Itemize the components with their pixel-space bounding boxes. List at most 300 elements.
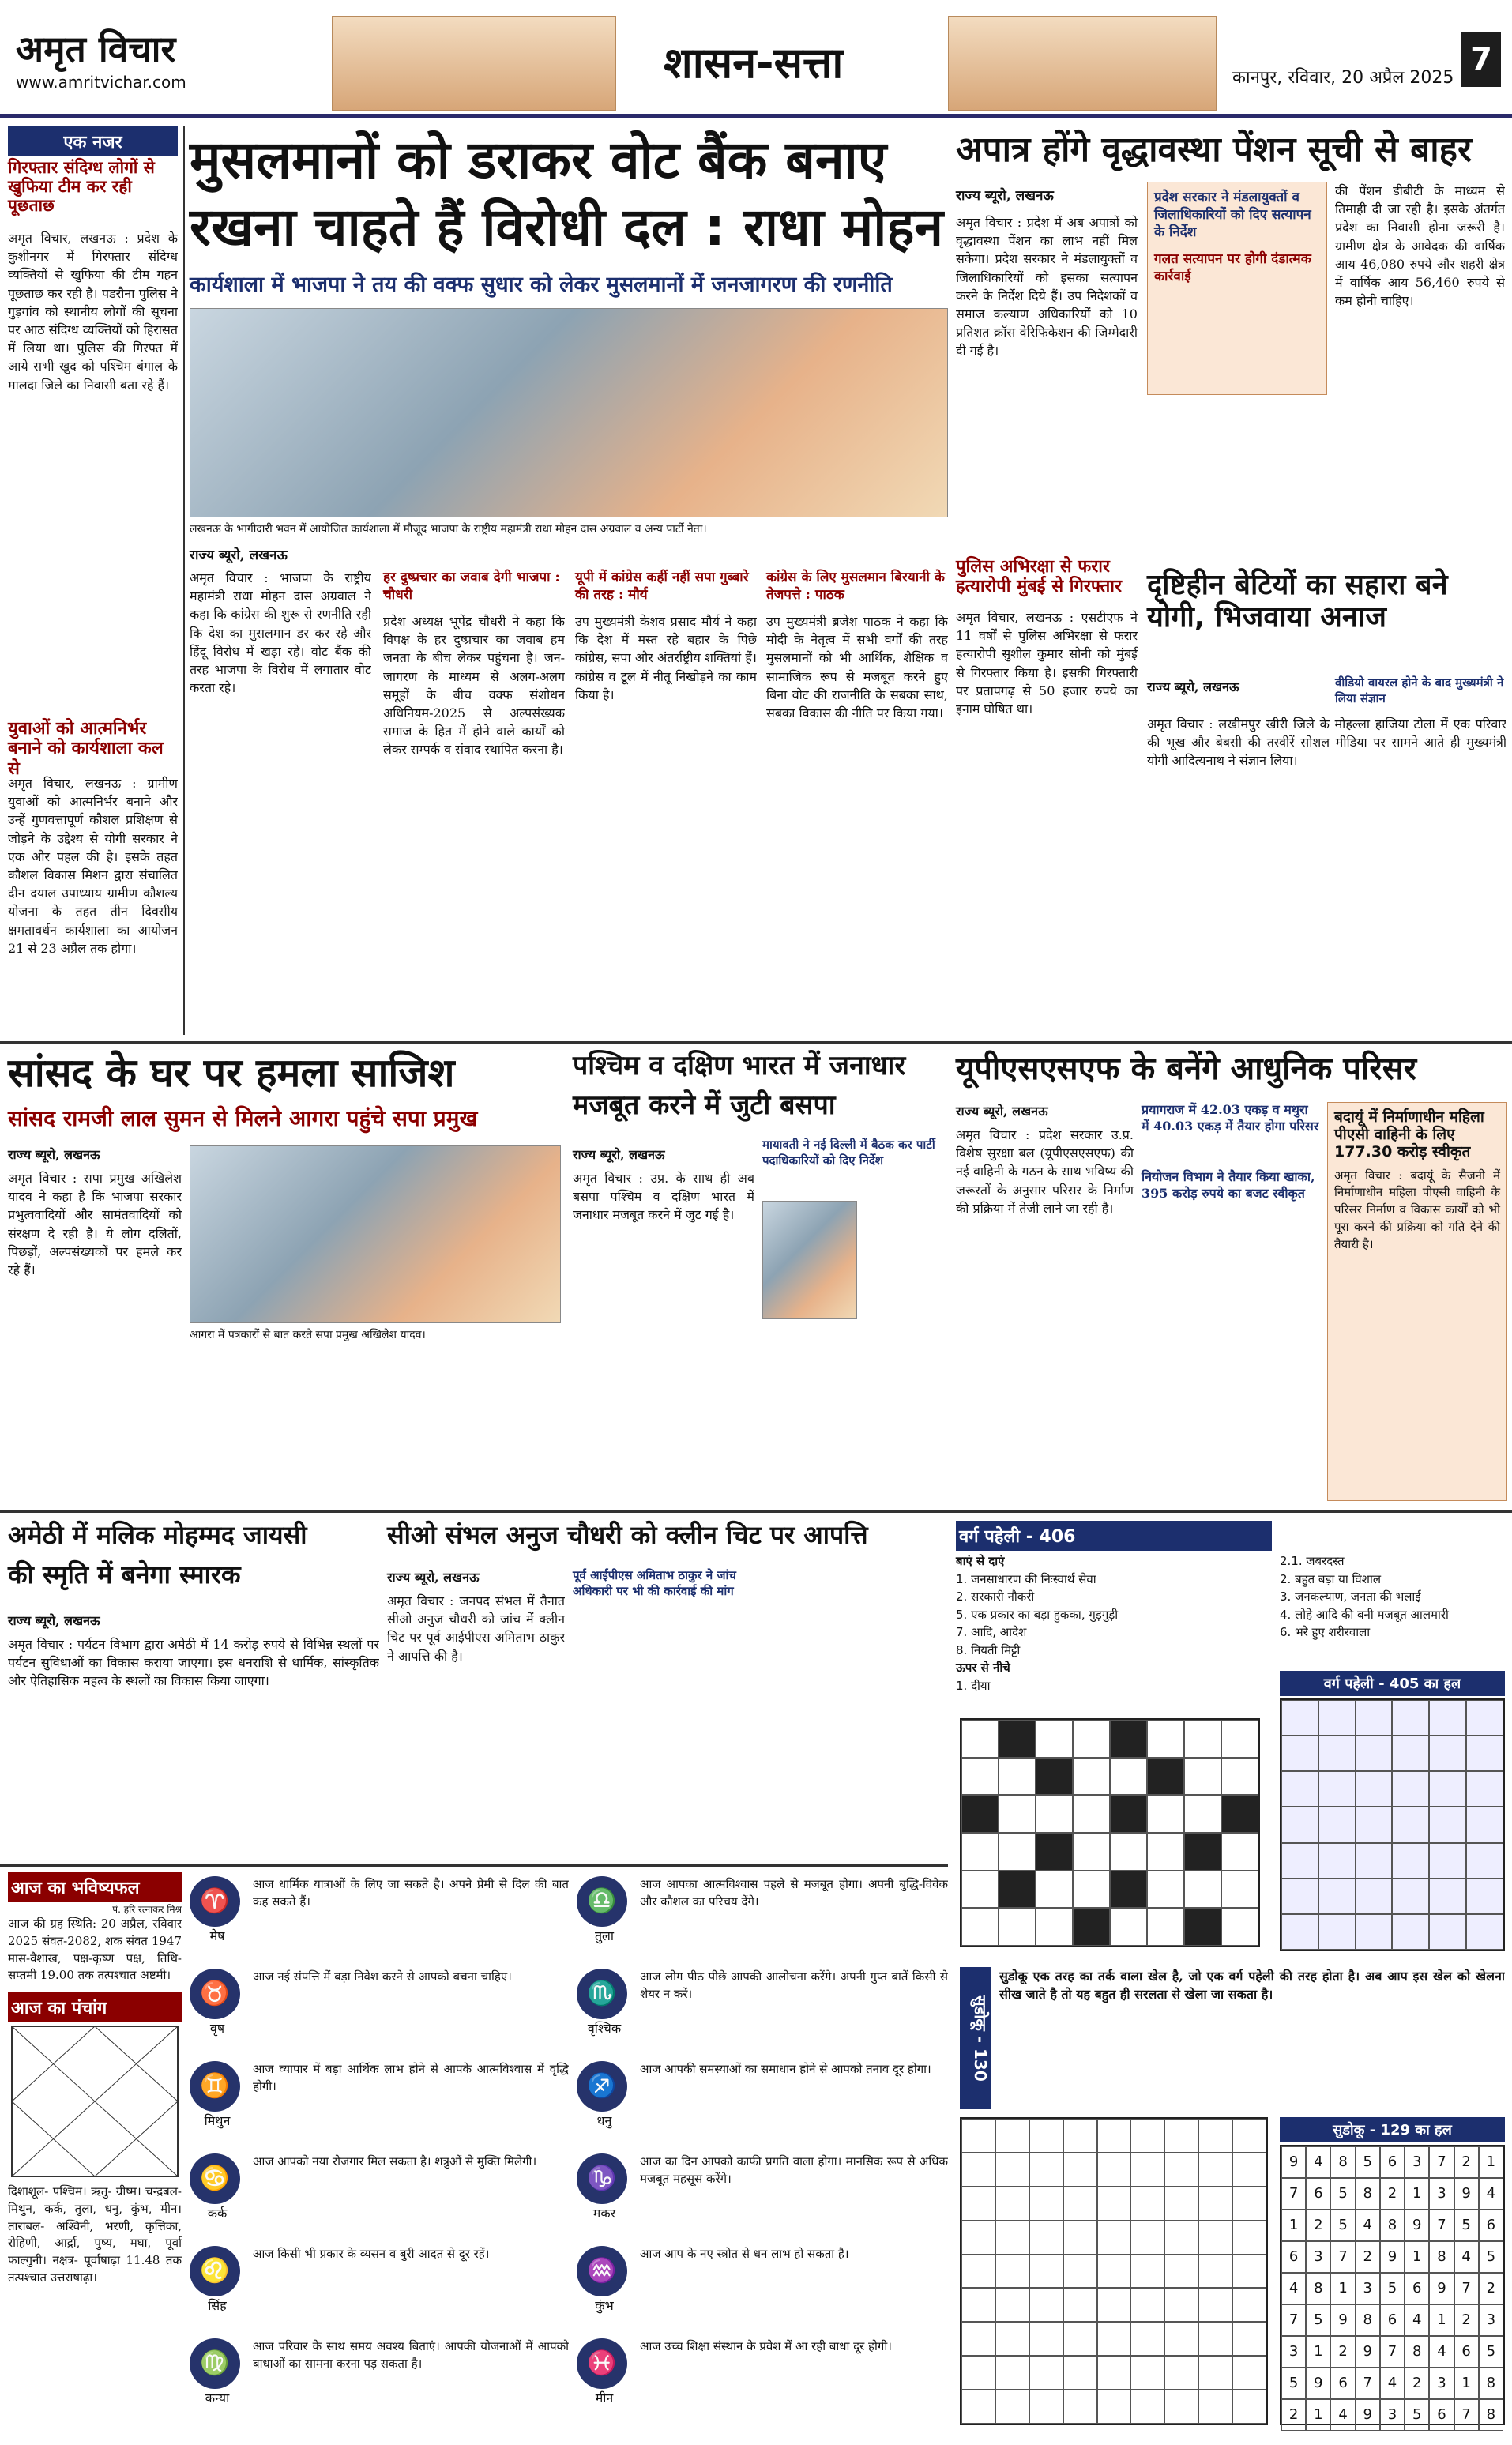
sudoku-answer-cell: 4: [1380, 2368, 1405, 2399]
lead-photo-caption: लखनऊ के भागीदारी भवन में आयोजित कार्यशाला में मौजूद भाजपा के राष्ट्रीय महामंत्री राधा मोहन दास अग्रवाल व अन्य पार्टी नेता।: [190, 523, 707, 536]
crossword-clue: 1. दीया: [956, 1678, 991, 1693]
sudoku-answer-title: सुडोकू - 129 का हल: [1280, 2117, 1505, 2142]
sudoku-answer-cell: 7: [1429, 2146, 1454, 2178]
lead-headline-line1: मुसलमानों को डराकर वोट बैंक बनाए: [190, 130, 887, 190]
sudoku-answer-cell: 8: [1356, 2304, 1380, 2336]
sudoku-cell[interactable]: [1063, 2255, 1097, 2289]
crossword-clue: 8. नियती मिट्टी: [956, 1642, 1021, 1657]
crossword-answer-cell: [1281, 1843, 1318, 1879]
sudoku-answer-cell: 8: [1306, 2273, 1330, 2304]
bsp-portrait: [762, 1201, 857, 1319]
crossword-answer-cell: [1356, 1843, 1393, 1879]
lead-headline-line2: रखना चाहते हैं विरोधी दल : राधा मोहन: [190, 197, 944, 258]
horoscope-text: आज किसी भी प्रकार के व्यसन व बुरी आदत से दूर रहें।: [253, 2247, 490, 2261]
sudoku-answer-cell: 2: [1306, 2210, 1330, 2241]
sudoku-cell[interactable]: [1029, 2119, 1063, 2153]
sudoku-cell[interactable]: [1097, 2153, 1131, 2187]
sudoku-cell[interactable]: [1029, 2288, 1063, 2322]
sidebar-tag: एक नजर: [8, 126, 178, 156]
zodiac-sign-name: मकर: [592, 2206, 616, 2221]
crossword-answer-cell: [1429, 1771, 1466, 1807]
sudoku-cell[interactable]: [1130, 2221, 1164, 2255]
sudoku-cell[interactable]: [1063, 2322, 1097, 2356]
horoscope-author: पं. हरि रत्नाकर मिश्र: [112, 1904, 182, 1915]
sudoku-cell[interactable]: [1029, 2322, 1063, 2356]
horoscope-entry: [190, 1876, 569, 1967]
horoscope-entry: [190, 2246, 569, 2337]
lead-body-col3: उप मुख्यमंत्री केशव प्रसाद मौर्य ने कहा कि देश में मस्त रहे बहार के पिछे कांग्रेस, सपा और अंतर्राष्ट्रीय शक्तियां हैं। कांग्रेस व टूल में नीतू निखोड़ने का काम किया है।: [575, 614, 757, 702]
amethi-headline-line2: की स्मृति में बनेगा स्मारक: [8, 1559, 241, 1589]
horoscope-text: आज व्यापार में बड़ा आर्थिक लाभ होने से आपके आत्मविश्वास में वृद्धि होगी।: [253, 2062, 569, 2093]
lead-photo: [190, 308, 948, 517]
sudoku-cell[interactable]: [1232, 2356, 1266, 2390]
upsssf-sidebox: [1327, 1102, 1507, 1501]
sudoku-cell[interactable]: [1232, 2322, 1266, 2356]
zodiac-sign-name: वृश्चिक: [587, 2021, 622, 2036]
sudoku-cell[interactable]: [1198, 2255, 1232, 2289]
sudoku-cell[interactable]: [1164, 2356, 1198, 2390]
horoscope-text: आज का दिन आपको काफी प्रगति वाला होगा। मानसिक रूप से अधिक मजबूत महसूस करेंगे।: [640, 2154, 948, 2186]
sudoku-answer-cell: 5: [1330, 2210, 1355, 2241]
lead-byline: राज्य ब्यूरो, लखनऊ: [190, 547, 288, 563]
lead-subhead2: यूपी में कांग्रेस कहीं नहीं सपा गुब्बारे की तरह : मौर्य: [575, 570, 749, 604]
crossword-clue: 2.1. जबरदस्त: [1280, 1554, 1345, 1568]
sudoku-answer-cell: 9: [1356, 2336, 1380, 2368]
sudoku-cell[interactable]: [1232, 2255, 1266, 2289]
horoscope-text: आज आपका आत्मविश्वास पहले से मजबूत होगा। अपनी बुद्धि-विवेक और कौशल का परिचय देंगे।: [640, 1877, 948, 1909]
crossword-clue: 5. एक प्रकार का बड़ा हुकका, गुड़गुड़ी: [956, 1607, 1119, 1622]
sudoku-answer-cell: 6: [1479, 2210, 1503, 2241]
sudoku-cell[interactable]: [961, 2390, 995, 2424]
sudoku-cell[interactable]: [1164, 2322, 1198, 2356]
sudoku-answer-cell: 4: [1281, 2273, 1306, 2304]
horoscope-text: आज आपको नया रोजगार मिल सकता है। शत्रुओं से मुक्ति मिलेगी।: [253, 2154, 537, 2169]
crossword-answer-cell: [1466, 1914, 1503, 1950]
crossword-answer-cell: [1392, 1807, 1429, 1842]
zodiac-icon: ♌: [190, 2246, 240, 2296]
zodiac-icon: ♊: [190, 2061, 240, 2112]
sudoku-answer-cell: 7: [1454, 2399, 1479, 2431]
crossword-answer-cell: [1356, 1879, 1393, 1914]
crossword-answer-title: वर्ग पहेली - 405 का हल: [1280, 1671, 1505, 1696]
sudoku-cell[interactable]: [1164, 2119, 1198, 2153]
upsssf-byline: राज्य ब्यूरो, लखनऊ: [956, 1104, 1048, 1119]
pension-box-title: प्रदेश सरकार ने मंडलायुक्तों व जिलाधिकारियों को दिए सत्यापन के निर्देश: [1154, 190, 1311, 241]
sudoku-cell[interactable]: [1130, 2390, 1164, 2424]
sudoku-cell[interactable]: [961, 2221, 995, 2255]
police-headline: पुलिस अभिरक्षा से फरार हत्यारोपी मुंबई से गिरफ्तार: [956, 557, 1122, 597]
panchang-details: दिशाशूल- पश्चिम। ऋतु- ग्रीष्म। चन्द्रबल- मिथुन, कर्क, तुला, धनु, कुंभ, मीन। ताराबल- अश्विनी, भरणी, कृत्तिका, रोहिणी, आर्द्रा, पुष्य, मघा, पूर्वा फाल्गुनी। नक्षत्र- पूर्वाषाढ़ा 11.48 तक तत्पश्चात उत्तराषाढ़ा।: [8, 2184, 182, 2285]
sudoku-answer-cell: 5: [1281, 2368, 1306, 2399]
upsssf-tag1: प्रयागराज में 42.03 एकड़ व मथुरा में 40.03 एकड़ में तैयार होगा परिसर: [1142, 1102, 1319, 1134]
crossword-answer-cell: [1281, 1914, 1318, 1950]
sudoku-answer-cell: 4: [1429, 2336, 1454, 2368]
sudoku-cell[interactable]: [1130, 2153, 1164, 2187]
dateline: कानपुर, रविवार, 20 अप्रैल 2025: [1232, 68, 1454, 88]
sudoku-answer-cell: 6: [1380, 2146, 1405, 2178]
crossword-clue: 4. लोहे आदि की बनी मजबूत आलमारी: [1280, 1607, 1449, 1622]
zodiac-icon: ♋: [190, 2153, 240, 2204]
crossword-title: वर्ग पहेली - 406: [956, 1521, 1272, 1551]
horoscope-entry: [190, 2153, 569, 2244]
crossword-answer-cell: [1429, 1700, 1466, 1736]
sudoku-answer-cell: 1: [1479, 2146, 1503, 2178]
sudoku-cell[interactable]: [1029, 2187, 1063, 2221]
crossword-answer-cell: [1318, 1914, 1356, 1950]
sudoku-answer-cell: 3: [1380, 2399, 1405, 2431]
sudoku-cell[interactable]: [1164, 2153, 1198, 2187]
bsp-body: अमृत विचार : उप्र. के साथ ही अब बसपा पश्चिम व दक्षिण भारत में जनाधार मजबूत करने में जुट गई है।: [573, 1171, 754, 1223]
sudoku-answer-cell: 5: [1380, 2273, 1405, 2304]
bsp-headline-line1: पश्चिम व दक्षिण भारत में जनाधार: [573, 1050, 906, 1081]
horoscope-text: आज नई संपत्ति में बड़ा निवेश करने से आपको बचना चाहिए।: [253, 1969, 512, 1984]
bsp-byline: राज्य ब्यूरो, लखनऊ: [573, 1147, 665, 1162]
sudoku-cell[interactable]: [1232, 2119, 1266, 2153]
crossword-answer-cell: [1392, 1914, 1429, 1950]
sudoku-cell[interactable]: [1198, 2119, 1232, 2153]
sudoku-answer-cell: 6: [1405, 2273, 1429, 2304]
sudoku-cell[interactable]: [1164, 2187, 1198, 2221]
sudoku-answer-cell: 1: [1429, 2304, 1454, 2336]
horoscope-entry: [577, 2338, 948, 2429]
sudoku-answer-cell: 1: [1405, 2178, 1429, 2210]
zodiac-icon-group: [577, 2338, 632, 2429]
zodiac-sign-name: सिंह: [208, 2298, 227, 2313]
sudoku-cell[interactable]: [1164, 2390, 1198, 2424]
sudoku-answer-cell: 2: [1479, 2273, 1503, 2304]
sambhal-byline: राज्य ब्यूरो, लखनऊ: [387, 1570, 480, 1585]
sambhal-body: अमृत विचार : जनपद संभल में तैनात सीओ अनुज चौधरी को जांच में क्लीन चिट पर पूर्व आईपीएस अमिताभ ठाकुर ने आपत्ति की है।: [387, 1593, 565, 1664]
sudoku-answer-cell: 1: [1306, 2399, 1330, 2431]
sudoku-cell[interactable]: [1063, 2221, 1097, 2255]
crossword-answer-cell: [1466, 1807, 1503, 1842]
sudoku-banner: सुडोकू - 130: [960, 1967, 991, 2109]
horoscope-text: आज आप के नए स्त्रोत से धन लाभ हो सकता है।: [640, 2247, 849, 2261]
mp-photo-caption: आगरा में पत्रकारों से बात करते सपा प्रमुख अखिलेश यादव।: [190, 1329, 426, 1341]
sudoku-answer-cell: 6: [1306, 2178, 1330, 2210]
crossword-answer-cell: [1392, 1771, 1429, 1807]
sudoku-answer-cell: 3: [1479, 2304, 1503, 2336]
sudoku-cell[interactable]: [1198, 2390, 1232, 2424]
crossword-answer-cell: [1318, 1771, 1356, 1807]
sudoku-answer-cell: 2: [1454, 2304, 1479, 2336]
crossword-answer-cell: [1429, 1736, 1466, 1771]
zodiac-sign-name: मीन: [595, 2390, 614, 2406]
sudoku-cell[interactable]: [1130, 2119, 1164, 2153]
crossword-answer-cell: [1281, 1879, 1318, 1914]
horoscope-entry: [577, 2061, 948, 2152]
horoscope-entry: [577, 2153, 948, 2244]
pension-body-col1: अमृत विचार : प्रदेश में अब अपात्रों को वृद्धावस्था पेंशन का लाभ नहीं मिल सकेगा। प्रदेश सरकार ने मंडलायुक्तों व जिलाधिकारियों को इसका सत्यापन करने के निर्देश दिये हैं। उप निदेशकों व समाज कल्याण अधिकारियों को 10 प्रतिशत क्रॉस वेरिफिकेशन की जिम्मेदारी दी गई है।: [956, 215, 1138, 359]
sudoku-cell[interactable]: [1063, 2153, 1097, 2187]
sudoku-cell[interactable]: [1198, 2288, 1232, 2322]
sudoku-answer-cell: 4: [1356, 2210, 1380, 2241]
sudoku-answer-cell: 7: [1429, 2210, 1454, 2241]
upsssf-side-headline: बदायूं में निर्माणाधीन महिला पीएसी वाहिनी के लिए 177.30 करोड़ स्वीकृत: [1334, 1108, 1484, 1160]
sudoku-cell[interactable]: [1097, 2221, 1131, 2255]
sudoku-cell[interactable]: [1097, 2322, 1131, 2356]
crossword-answer-cell: [1318, 1807, 1356, 1842]
sudoku-cell[interactable]: [961, 2255, 995, 2289]
sudoku-answer-cell: 9: [1356, 2399, 1380, 2431]
sudoku-answer-cell: 1: [1454, 2368, 1479, 2399]
crossword-answer-cell: [1318, 1700, 1356, 1736]
sambhal-tag: पूर्व आईपीएस अमिताभ ठाकुर ने जांच अधिकारी पर भी की कार्रवाई की मांग: [573, 1568, 736, 1598]
sudoku-cell[interactable]: [1097, 2390, 1131, 2424]
sudoku-cell[interactable]: [1198, 2153, 1232, 2187]
sudoku-answer-cell: 7: [1454, 2273, 1479, 2304]
sudoku-cell[interactable]: [995, 2153, 1029, 2187]
sudoku-answer-cell: 6: [1454, 2336, 1479, 2368]
pension-highlight-box: [1147, 182, 1327, 395]
sudoku-cell[interactable]: [1130, 2288, 1164, 2322]
sudoku-cell[interactable]: [995, 2255, 1029, 2289]
sudoku-answer-cell: 7: [1281, 2304, 1306, 2336]
amethi-body: अमृत विचार : पर्यटन विभाग द्वारा अमेठी में 14 करोड़ रुपये से विभिन्न स्थलों पर पर्यटन सुविधाओं का विकास कराया जाएगा। इस धनराशि से धार्मिक, सांस्कृतिक और ऐतिहासिक महत्व के स्थलों का विकास किया जाएगा।: [8, 1637, 379, 1689]
sudoku-answer-grid: [1280, 2145, 1505, 2425]
sudoku-cell[interactable]: [1029, 2390, 1063, 2424]
horoscope-title: आज का भविष्यफल: [8, 1872, 182, 1902]
sudoku-cell[interactable]: [1164, 2288, 1198, 2322]
sudoku-cell[interactable]: [1232, 2153, 1266, 2187]
sudoku-answer-cell: 9: [1454, 2178, 1479, 2210]
crossword-grid[interactable]: [960, 1718, 1260, 1947]
sudoku-answer-cell: 7: [1380, 2336, 1405, 2368]
horoscope-entry: [577, 1876, 948, 1967]
crossword-answer-cell: [1281, 1736, 1318, 1771]
sudoku-cell[interactable]: [961, 2119, 995, 2153]
sudoku-answer-cell: 9: [1306, 2368, 1330, 2399]
sudoku-cell[interactable]: [961, 2153, 995, 2187]
crossword-answer-cell: [1356, 1771, 1393, 1807]
sudoku-cell[interactable]: [1029, 2356, 1063, 2390]
lead-body-col1: अमृत विचार : भाजपा के राष्ट्रीय महामंत्री राधा मोहन दास अग्रवाल ने कहा कि कांग्रेस की शुरू से रणनीति रही कि देश का मुसलमान डर कर रहे और हिंदू विरोध में खड़ा रहे। वोट बैंक की तरह भाजपा के विरोध में लगातार वोट करता रहे।: [190, 570, 371, 696]
blind-headline: दृष्टिहीन बेटियों का सहारा बने योगी, भिजवाया अनाज: [1147, 569, 1448, 634]
upsssf-body: अमृत विचार : प्रदेश सरकार उ.प्र. विशेष सुरक्षा बल (यूपीएसएसएफ) की नई वाहिनी के गठन के साथ भविष्य की जरूरतों के अनुसार परिसर के निर्माण की प्रक्रिया में तेजी लाने जा रही है।: [956, 1127, 1134, 1216]
sudoku-answer-cell: 8: [1479, 2368, 1503, 2399]
zodiac-icon-group: [190, 2246, 245, 2337]
bsp-tag: मायावती ने नई दिल्ली में बैठक कर पार्टी पदाधिकारियों को दिए निर्देश: [762, 1138, 935, 1168]
section-rule-2: [0, 1510, 1512, 1513]
sudoku-answer-cell: 7: [1356, 2368, 1380, 2399]
sudoku-cell[interactable]: [1097, 2255, 1131, 2289]
sudoku-cell[interactable]: [1164, 2255, 1198, 2289]
sidebar-story1-headline: गिरफ्तार संदिग्ध लोगों से खुफिया टीम कर रही पूछताछ: [8, 158, 155, 216]
zodiac-icon-group: [190, 2153, 245, 2244]
sudoku-answer-cell: 1: [1306, 2336, 1330, 2368]
crossword-answer-cell: [1466, 1843, 1503, 1879]
crossword-answer-cell: [1318, 1879, 1356, 1914]
horoscope-entry: [190, 2061, 569, 2152]
horoscope-text: आज उच्च शिक्षा संस्थान के प्रवेश में आ रही बाधा दूर होगी।: [640, 2339, 892, 2353]
sambhal-headline: सीओ संभल अनुज चौधरी को क्लीन चिट पर आपत्ति: [387, 1520, 868, 1550]
sudoku-answer-cell: 4: [1330, 2399, 1355, 2431]
crossword-clue: 3. जनकल्याण, जनता की भलाई: [1280, 1589, 1421, 1604]
crossword-answer-cell: [1392, 1700, 1429, 1736]
zodiac-sign-name: कन्या: [205, 2390, 230, 2406]
zodiac-icon-group: [577, 1969, 632, 2059]
zodiac-sign-name: धनु: [596, 2113, 612, 2128]
mp-photo: [190, 1145, 561, 1323]
sudoku-puzzle-grid[interactable]: [960, 2117, 1268, 2425]
building-illustration-left: [332, 16, 616, 111]
crossword-answer-cell: [1281, 1807, 1318, 1842]
panchang-title: आज का पंचांग: [8, 1992, 182, 2022]
sudoku-answer-cell: 3: [1356, 2273, 1380, 2304]
sudoku-cell[interactable]: [1130, 2187, 1164, 2221]
sudoku-answer-cell: 8: [1356, 2178, 1380, 2210]
masthead-title: अमृत विचार: [16, 28, 176, 70]
upsssf-tag2: नियोजन विभाग ने तैयार किया खाका, 395 करोड़ रुपये का बजट स्वीकृत: [1142, 1169, 1315, 1201]
sudoku-answer-cell: 2: [1330, 2336, 1355, 2368]
horoscope-text: आज परिवार के साथ समय अवश्य बिताएं। आपकी योजनाओं में आपको बाधाओं का सामना करना पड़ सकता है।: [253, 2339, 569, 2371]
sudoku-cell[interactable]: [1097, 2356, 1131, 2390]
sudoku-cell[interactable]: [1198, 2356, 1232, 2390]
crossword-answer-cell: [1356, 1700, 1393, 1736]
sudoku-rules: सुडोकू एक तरह का तर्क वाला खेल है, जो एक वर्ग पहेली की तरह होता है। अब आप इस खेल को खेलना सीख जाते है तो यह बहुत ही सरलता से खेला जा सकता है।: [999, 1969, 1505, 2003]
sudoku-cell[interactable]: [961, 2322, 995, 2356]
sudoku-cell[interactable]: [1198, 2221, 1232, 2255]
crossword-clue: 6. भरे हुए शरीरवाला: [1280, 1625, 1371, 1639]
sudoku-answer-cell: 9: [1380, 2241, 1405, 2273]
sudoku-cell[interactable]: [1130, 2322, 1164, 2356]
crossword-answer-cell: [1466, 1771, 1503, 1807]
sudoku-cell[interactable]: [995, 2221, 1029, 2255]
sudoku-cell[interactable]: [995, 2288, 1029, 2322]
sudoku-cell[interactable]: [995, 2390, 1029, 2424]
crossword-answer-cell: [1356, 1914, 1393, 1950]
sudoku-answer-cell: 2: [1454, 2146, 1479, 2178]
sudoku-cell[interactable]: [961, 2356, 995, 2390]
zodiac-icon-group: [577, 2246, 632, 2337]
sudoku-answer-cell: 5: [1330, 2178, 1355, 2210]
section-rule-3: [0, 1864, 948, 1867]
upsssf-headline: यूपीएसएसएफ के बनेंगे आधुनिक परिसर: [956, 1051, 1417, 1087]
zodiac-sign-name: वृष: [209, 2021, 225, 2036]
horoscope-entry: [577, 1969, 948, 2059]
sidebar-story2-headline: युवाओं को आत्मनिर्भर बनाने को कार्यशाला कल से: [8, 719, 164, 779]
sudoku-answer-cell: 1: [1405, 2241, 1429, 2273]
masthead-url[interactable]: www.amritvichar.com: [16, 73, 186, 92]
sudoku-cell[interactable]: [1130, 2255, 1164, 2289]
sudoku-cell[interactable]: [1097, 2119, 1131, 2153]
sudoku-cell[interactable]: [1029, 2255, 1063, 2289]
sudoku-cell[interactable]: [1029, 2221, 1063, 2255]
sidebar-story1-body: अमृत विचार, लखनऊ : प्रदेश के कुशीनगर में गिरफ्तार संदिग्ध व्यक्तियों से खुफिया की टीम गहन पूछताछ कर रही है। पडरौना पुलिस ने गुड़गांव को स्थानीय लोगों की सूचना पर आठ संदिग्ध व्यक्तियों को हिरासत में लिया था। पुलिस की गिरफ्त में आये सभी खुद को पश्चिम बंगाल के मालदा जिले का निवासी बता रहे हैं।: [8, 231, 178, 393]
crossword-answer-cell: [1392, 1736, 1429, 1771]
sudoku-answer-cell: 8: [1479, 2399, 1503, 2431]
mp-byline: राज्य ब्यूरो, लखनऊ: [8, 1147, 100, 1162]
horoscope-panel: [8, 1872, 182, 2287]
sudoku-cell[interactable]: [1097, 2187, 1131, 2221]
sudoku-cell[interactable]: [1198, 2322, 1232, 2356]
sudoku-cell[interactable]: [1232, 2221, 1266, 2255]
sudoku-answer-cell: 3: [1306, 2241, 1330, 2273]
bsp-headline-line2: मजबूत करने में जुटी बसपा: [573, 1089, 836, 1121]
sudoku-cell[interactable]: [1130, 2356, 1164, 2390]
kundali-chart: [8, 2022, 182, 2180]
crossword-clue: 2. बहुत बड़ा या विशाल: [1280, 1571, 1382, 1586]
horoscope-entry: [190, 1969, 569, 2059]
sudoku-cell[interactable]: [1063, 2356, 1097, 2390]
zodiac-icon-group: [190, 2061, 245, 2152]
sudoku-answer-cell: 6: [1330, 2368, 1355, 2399]
sudoku-cell[interactable]: [1097, 2288, 1131, 2322]
amethi-headline-line1: अमेठी में मलिक मोहम्मद जायसी: [8, 1520, 307, 1550]
crossword-answer-cell: [1429, 1843, 1466, 1879]
zodiac-icon: ♒: [577, 2246, 627, 2296]
sudoku-answer-cell: 7: [1330, 2241, 1355, 2273]
crossword-clues: [956, 1552, 1272, 1695]
crossword-answer-cell: [1429, 1807, 1466, 1842]
sudoku-cell[interactable]: [1198, 2187, 1232, 2221]
sudoku-answer-cell: 1: [1330, 2273, 1355, 2304]
sudoku-cell[interactable]: [995, 2187, 1029, 2221]
mp-body: अमृत विचार : सपा प्रमुख अखिलेश यादव ने कहा है कि भाजपा सरकार प्रभुत्ववादियों और सामंतवादियों को संरक्षण दे रही है। ये लोग दलितों, पिछड़ों, अल्पसंख्यकों पर हमले कर रहे हैं।: [8, 1171, 182, 1277]
sudoku-cell[interactable]: [1232, 2390, 1266, 2424]
sudoku-answer-cell: 6: [1281, 2241, 1306, 2273]
crossword-answer-cell: [1281, 1700, 1318, 1736]
sudoku-answer-cell: 8: [1380, 2210, 1405, 2241]
crossword-answer-grid: [1280, 1698, 1505, 1951]
crossword-answer-cell: [1392, 1879, 1429, 1914]
zodiac-icon: ♓: [577, 2338, 627, 2389]
sudoku-cell[interactable]: [1063, 2288, 1097, 2322]
sudoku-cell[interactable]: [1063, 2187, 1097, 2221]
sudoku-cell[interactable]: [1232, 2187, 1266, 2221]
sudoku-cell[interactable]: [1232, 2288, 1266, 2322]
zodiac-icon: ♉: [190, 1969, 240, 2019]
sudoku-answer-cell: 1: [1281, 2210, 1306, 2241]
crossword-answer-cell: [1356, 1736, 1393, 1771]
section-title: शासन-सत्ता: [664, 38, 844, 88]
horoscope-text: आज लोग पीठ पीछे आपकी आलोचना करेंगे। अपनी गुप्त बातें किसी से शेयर न करें।: [640, 1969, 948, 2001]
sudoku-cell[interactable]: [1164, 2221, 1198, 2255]
sudoku-answer-cell: 3: [1429, 2178, 1454, 2210]
sudoku-cell[interactable]: [995, 2322, 1029, 2356]
sudoku-cell[interactable]: [1029, 2153, 1063, 2187]
lead-subhead1: हर दुष्प्रचार का जवाब देगी भाजपा : चौधरी: [383, 570, 560, 604]
sudoku-cell[interactable]: [995, 2356, 1029, 2390]
sudoku-cell[interactable]: [995, 2119, 1029, 2153]
pension-byline: राज्य ब्यूरो, लखनऊ: [956, 188, 1054, 204]
blind-body: अमृत विचार : लखीमपुर खीरी जिले के मोहल्ला हाजिया टोला में एक परिवार की भूख और बेबसी की तस्वीरें सोशल मीडिया पर सामने आते ही मुख्यमंत्री योगी आदित्यनाथ ने संज्ञान लिया।: [1147, 717, 1506, 769]
sudoku-answer-cell: 4: [1306, 2146, 1330, 2178]
zodiac-icon: ♏: [577, 1969, 627, 2019]
zodiac-icon: ♈: [190, 1876, 240, 1927]
building-illustration-right: [948, 16, 1217, 111]
sudoku-cell[interactable]: [1063, 2390, 1097, 2424]
crossword-answer-cell: [1318, 1736, 1356, 1771]
amethi-byline: राज्य ब्यूरो, लखनऊ: [8, 1613, 100, 1628]
lead-body-col4: उप मुख्यमंत्री ब्रजेश पाठक ने कहा कि मोदी के नेतृत्व में सभी वर्गों की तरह मुसलमानों को भी आर्थिक, शैक्षिक व सामाजिक रूप से मजबूत करने हुए बिना वोट की राजनीति के सबका साथ, सबका विकास की नीति पर किया गया।: [766, 614, 948, 720]
upsssf-side-body: अमृत विचार : बदायूं के सैजनी में निर्माणाधीन महिला पीएसी वाहिनी के परिसर निर्माण व विकास कार्यों को भी पूरा करने की प्रक्रिया को गति देने की तैयारी है।: [1334, 1168, 1500, 1251]
crossword-answer-cell: [1429, 1914, 1466, 1950]
zodiac-icon-group: [577, 1876, 632, 1967]
crossword-answer-cell: [1466, 1736, 1503, 1771]
sudoku-cell[interactable]: [961, 2187, 995, 2221]
zodiac-sign-name: तुला: [594, 1928, 615, 1943]
sudoku-cell[interactable]: [961, 2288, 995, 2322]
sudoku-answer-cell: 2: [1356, 2241, 1380, 2273]
sudoku-answer-cell: 5: [1454, 2210, 1479, 2241]
sudoku-answer-cell: 5: [1479, 2336, 1503, 2368]
police-body: अमृत विचार, लखनऊ : एसटीएफ ने 11 वर्षों से पुलिस अभिरक्षा से फरार हत्यारोपी सुशील कुमार सोनी को मुंबई से गिरफ्तार किया है। इसकी गिरफ्तारी पर प्रतापगढ़ से 50 हजार रुपये का इनाम घोषित था।: [956, 610, 1138, 717]
crossword-across-label: बाएं से दाएं: [956, 1554, 1005, 1568]
sudoku-answer-cell: 8: [1330, 2146, 1355, 2178]
sudoku-answer-cell: 3: [1429, 2368, 1454, 2399]
sudoku-cell[interactable]: [1063, 2119, 1097, 2153]
